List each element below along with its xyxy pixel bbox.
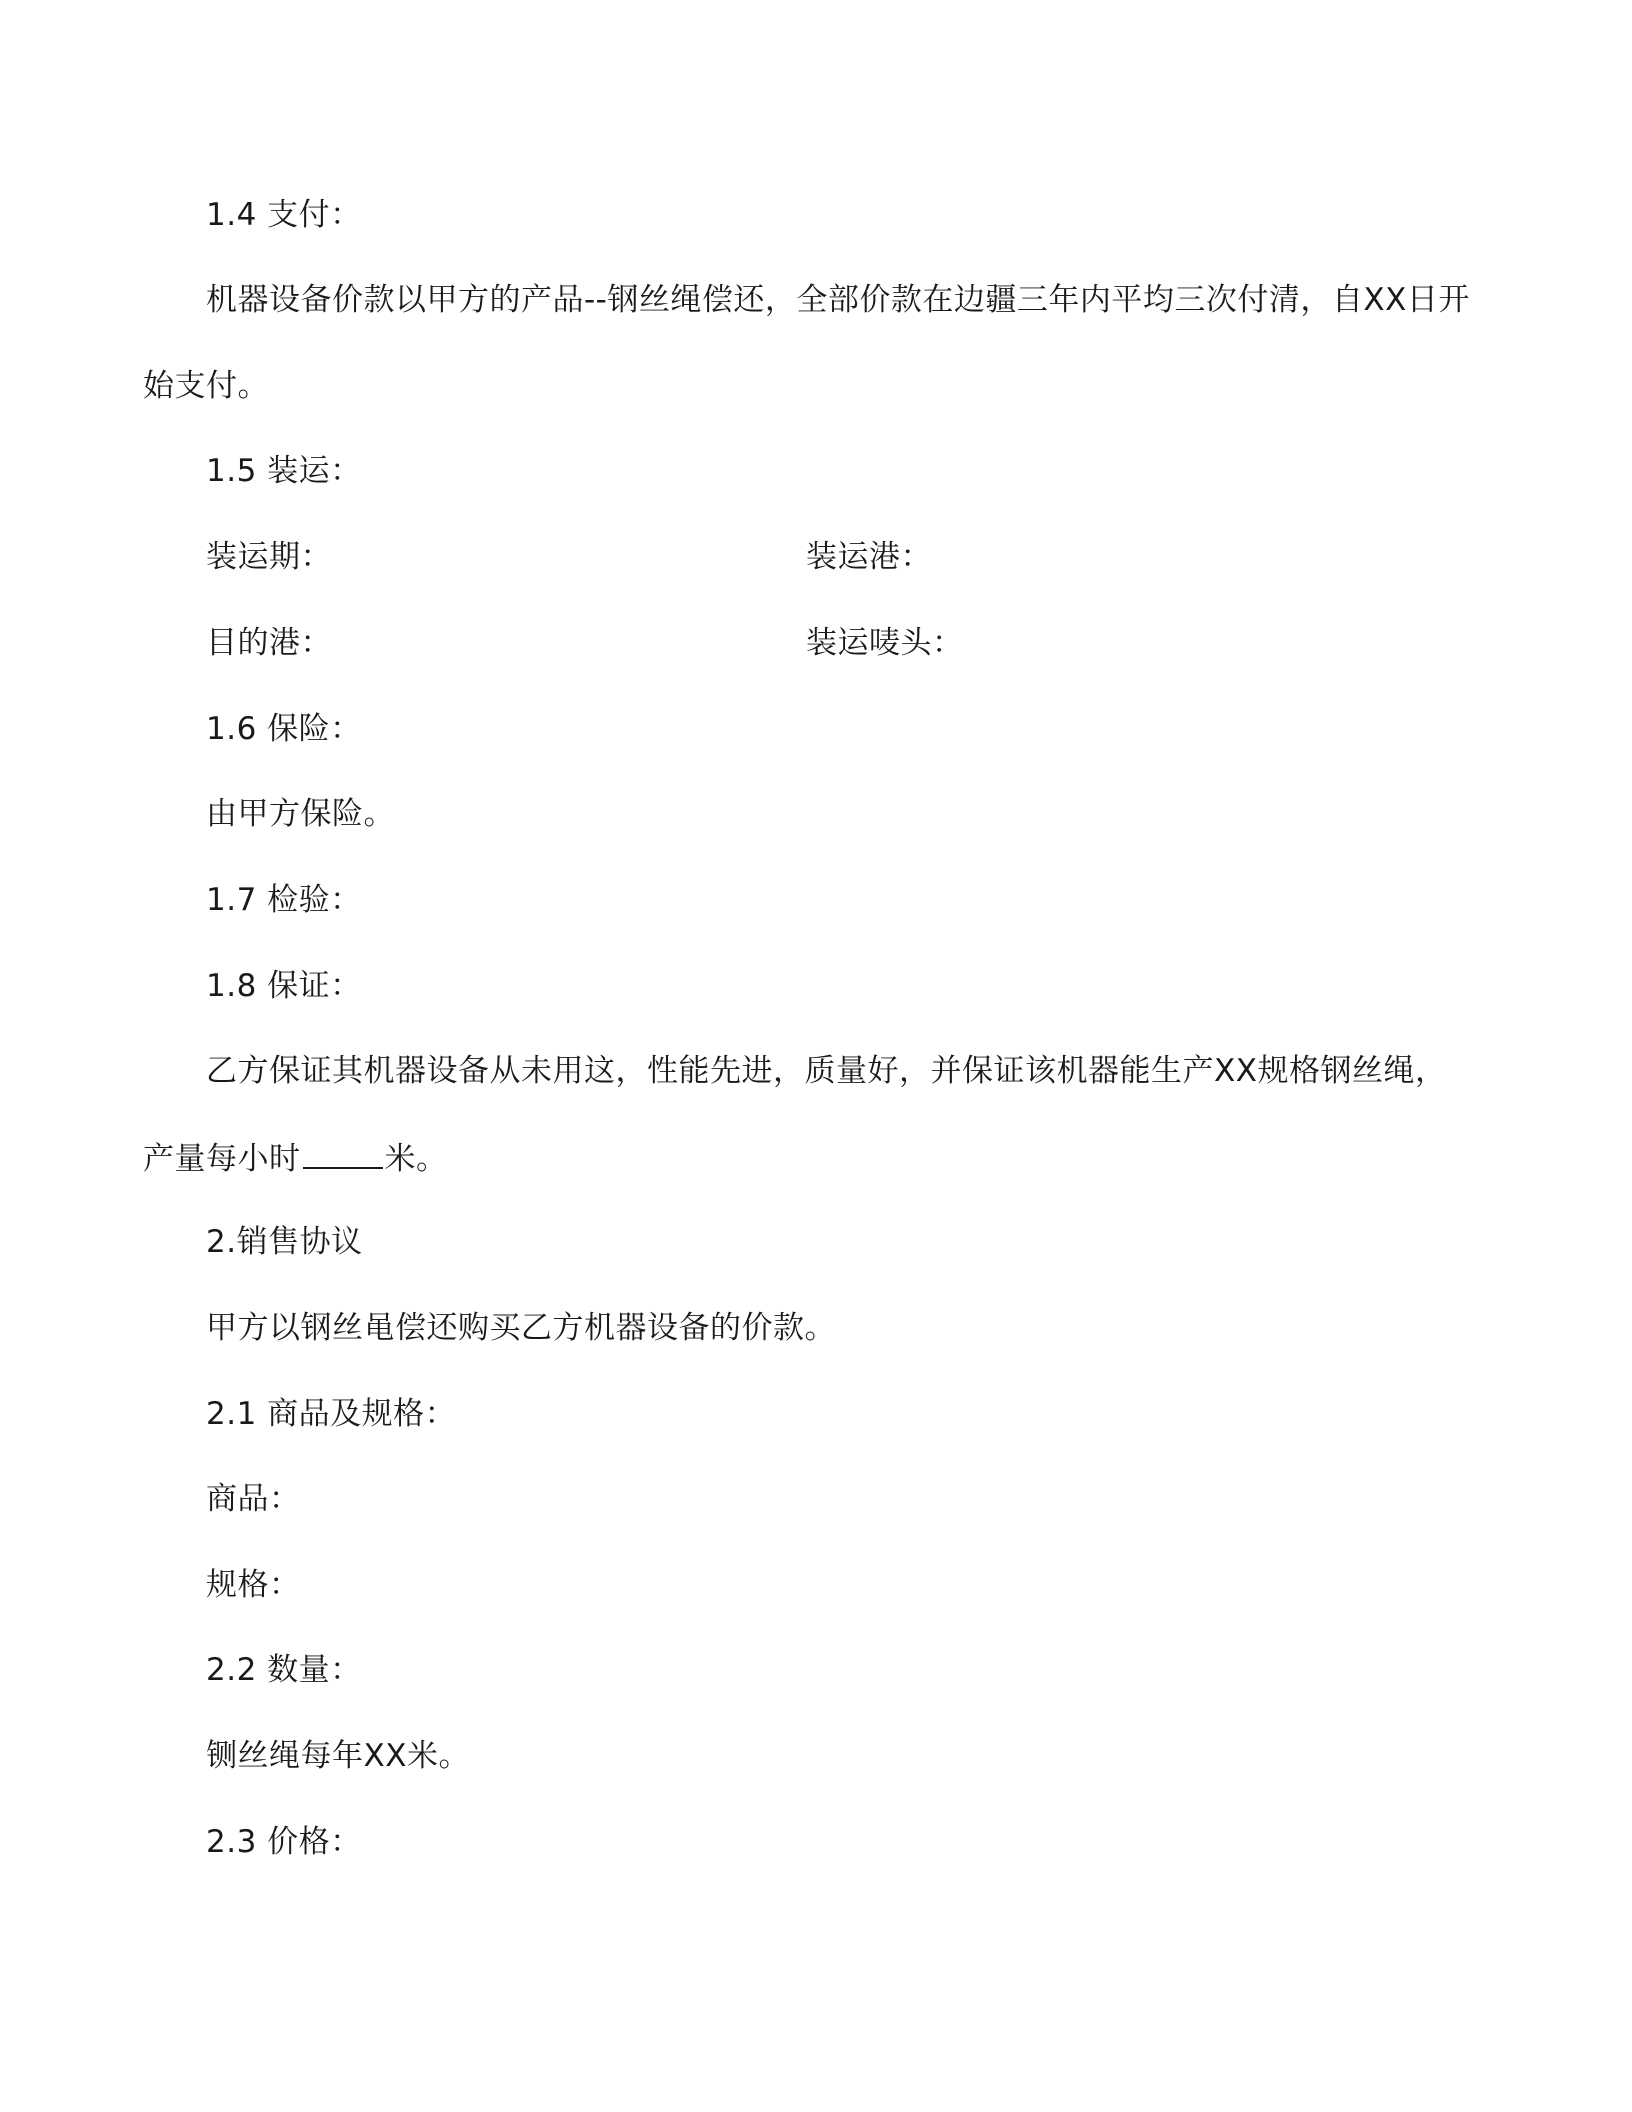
section-1-4-body-line-1: 机器设备价款以甲方的产品--钢丝绳偿还，全部价款在边疆三年内平均三次付清，自XX日开 [206,282,1470,318]
spec-label: 规格： [206,1567,301,1603]
section-1-4-heading: 1.4 支付： [206,197,362,233]
section-1-6-body: 由甲方保险。 [206,796,395,832]
shipping-period-label: 装运期： [206,539,332,575]
section-1-6-heading: 1.6 保险： [206,711,362,747]
section-1-7-heading: 1.7 检验： [206,882,362,918]
section-1-5-heading: 1.5 装运： [206,453,362,489]
section-1-4-body-line-2: 始支付。 [143,368,269,404]
shipping-marks-label: 装运唛头： [806,625,964,661]
section-2-2-heading: 2.2 数量： [206,1652,362,1688]
section-1-8-body-line-2 [143,1137,448,1179]
output-per-hour-suffix: 米。 [384,1141,448,1177]
section-2-1-heading: 2.1 商品及规格： [206,1396,457,1432]
destination-port-label: 目的港： [206,625,332,661]
output-per-hour-prefix: 产量每小时 [143,1141,301,1177]
shipping-port-label: 装运港： [806,539,932,575]
goods-label: 商品： [206,1481,301,1517]
section-2-3-heading: 2.3 价格： [206,1824,362,1860]
section-1-8-heading: 1.8 保证： [206,968,362,1004]
section-2-2-body: 铡丝绳每年XX米。 [206,1738,470,1774]
output-per-hour-blank [303,1137,383,1169]
section-1-8-body-line-1: 乙方保证其机器设备从未用这，性能先进，质量好，并保证该机器能生产XX规格钢丝绳， [206,1053,1447,1089]
section-2-heading: 2.销售协议 [206,1224,363,1260]
section-2-body: 甲方以钢丝黾偿还购买乙方机器设备的价款。 [206,1310,836,1346]
